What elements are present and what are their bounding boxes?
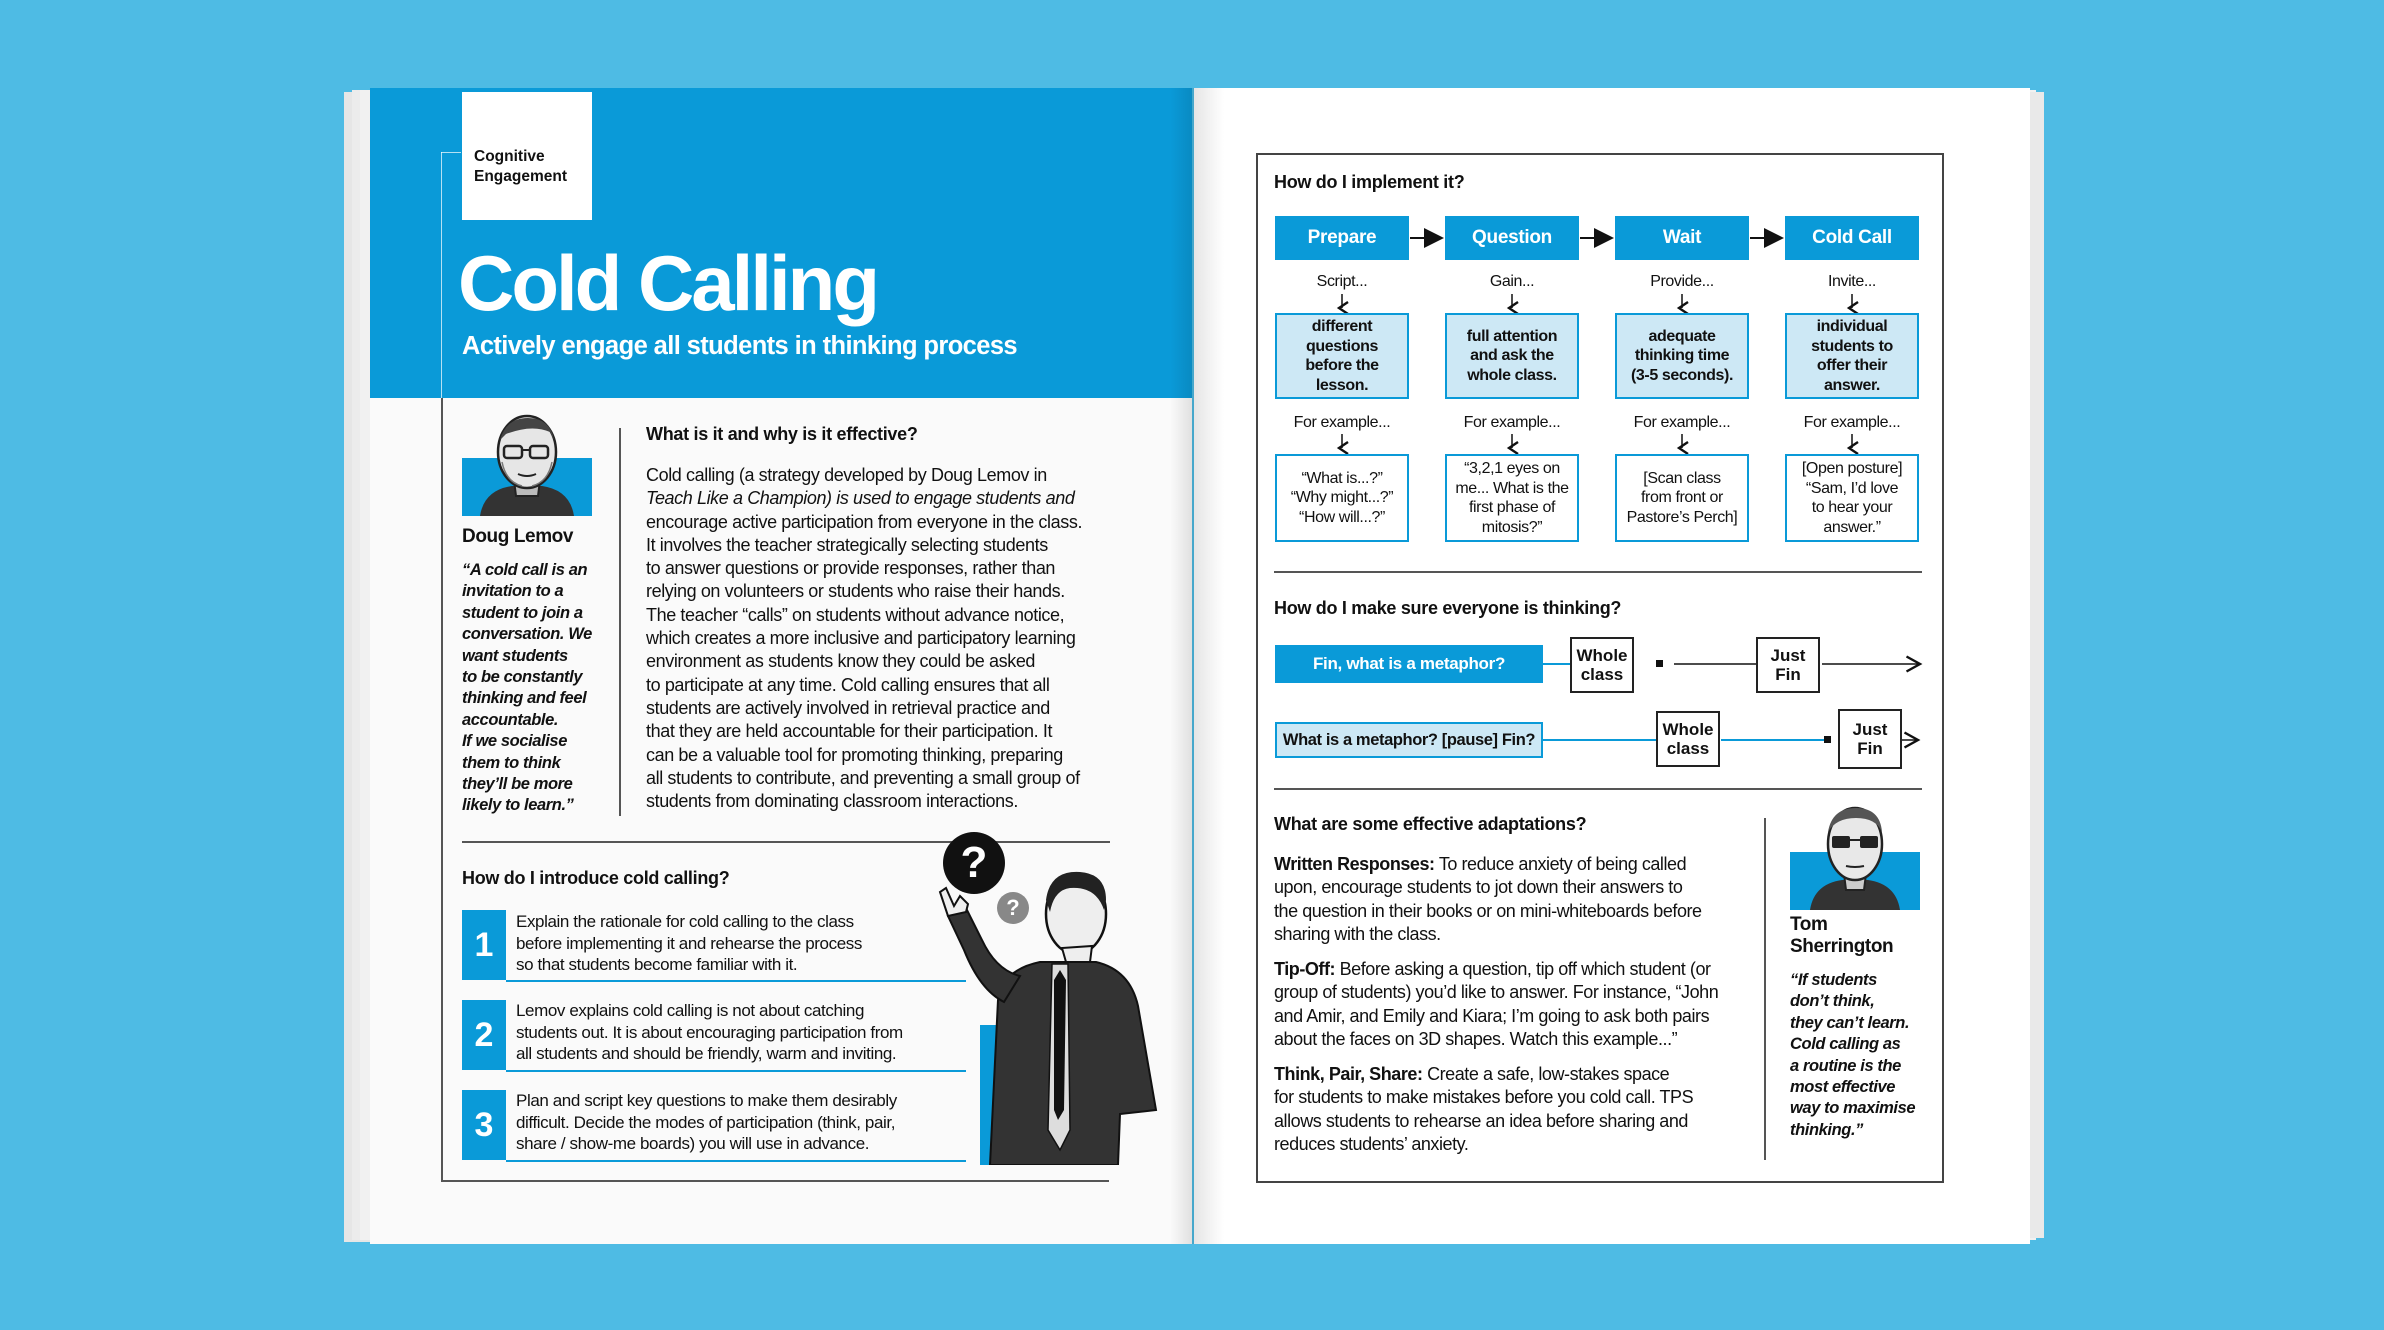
body-line: students are actively involved in retrieval practice and	[646, 697, 1050, 718]
example-line: to hear your	[1811, 499, 1893, 516]
step-line: so that students become familiar with it.	[516, 955, 798, 974]
quote-line: accountable.	[462, 710, 559, 729]
step-line: Explain the rationale for cold calling to the class	[516, 912, 854, 931]
step-2-number: 2	[462, 1000, 506, 1070]
example-line: answer.”	[1823, 518, 1881, 536]
adaptation-tip-off	[1274, 958, 1718, 1051]
body-line: The teacher “calls” on students without advance notice,	[646, 604, 1065, 625]
adaptation-line: and Amir, and Emily and Kiara; I’m going to ask both pairs	[1274, 1005, 1710, 1026]
example-line: me... What is the	[1455, 479, 1569, 497]
example-line: “Sam, I’d love	[1805, 479, 1899, 497]
box-line: Just	[1770, 646, 1806, 665]
step-line: Lemov explains cold calling is not about catching	[516, 1001, 865, 1020]
question-bubble-small	[997, 892, 1029, 924]
adaptation-think-pair-share	[1274, 1063, 1693, 1156]
detail-line: individual	[1816, 318, 1888, 335]
flow-head-prepare: Prepare	[1275, 216, 1409, 260]
quote-line: Cold calling as	[1790, 1035, 1901, 1054]
step-line: all students and should be friendly, warm and inviting.	[516, 1044, 897, 1063]
box-line: Just	[1852, 720, 1888, 739]
adaptation-term: Written Responses:	[1274, 854, 1435, 874]
flow-label-1: Script...	[1316, 273, 1368, 290]
step-3-number: 3	[462, 1090, 506, 1160]
question-mark-icon: ?	[960, 838, 988, 887]
body-line: to participate at any time. Cold calling ensures that all	[646, 674, 1050, 695]
flow-label-2: For example...	[1293, 414, 1391, 431]
body-line: relying on volunteers or students who raise their hands.	[646, 581, 1065, 602]
detail-line: questions	[1306, 337, 1378, 355]
step-line: difficult. Decide the modes of participation (think, pair,	[516, 1112, 896, 1132]
example-line: from front or	[1641, 489, 1723, 507]
adaptation-line: about the faces on 3D shapes. Watch this example...”	[1274, 1028, 1678, 1049]
category-tag	[462, 92, 592, 220]
flow-label-1: Provide...	[1650, 273, 1714, 290]
page-subtitle: Actively engage all students in thinking process	[462, 332, 1018, 360]
adaptation-term: Think, Pair, Share:	[1274, 1064, 1423, 1084]
tom-sherrington-name-1: Tom	[1790, 914, 1828, 935]
quote-line: “A cold call is an	[462, 561, 588, 579]
body-line: Teach Like a Champion) is used to engage students and	[646, 488, 1075, 509]
quote-line: thinking.”	[1790, 1120, 1863, 1139]
flow-example-question	[1445, 454, 1579, 542]
example-line: [Open posture]	[1801, 460, 1903, 477]
body-line: to answer questions or provide responses, rather than	[646, 558, 1056, 579]
page-title: Cold Calling	[458, 239, 877, 327]
adaptation-term: Tip-Off:	[1274, 959, 1336, 979]
quote-line: If we socialise	[462, 732, 567, 751]
body-line: which creates a more inclusive and participatory learning	[646, 628, 1076, 649]
detail-line: lesson.	[1315, 376, 1369, 394]
row1-question-text: Fin, what is a metaphor?	[1312, 654, 1506, 673]
flow-example-wait	[1615, 454, 1749, 542]
flow-head-question: Question	[1445, 216, 1579, 260]
row2-question	[1275, 722, 1543, 758]
flow-label-1: Invite...	[1828, 273, 1876, 290]
detail-line: answer.	[1824, 376, 1880, 394]
example-line: “How will...?”	[1299, 508, 1385, 526]
detail-line: offer their	[1816, 357, 1888, 374]
doug-lemov-quote	[462, 560, 592, 817]
flow-label-1: Gain...	[1489, 273, 1535, 290]
example-line: mitosis?”	[1481, 518, 1543, 536]
doug-lemov-avatar	[462, 412, 592, 516]
quote-line: they can’t learn.	[1790, 1013, 1910, 1032]
what-body	[646, 464, 1082, 813]
flow-example-cold-call	[1785, 454, 1919, 542]
quote-line: conversation. We	[462, 625, 592, 644]
example-line: [Scan class	[1643, 469, 1721, 487]
quote-line: way to maximise	[1790, 1099, 1916, 1118]
question-mark-icon: ?	[1006, 895, 1020, 920]
box-line: class	[1666, 739, 1710, 758]
adaptation-line: reduces students’ anxiety.	[1274, 1133, 1469, 1154]
step-3-text	[516, 1090, 897, 1155]
adaptation-line: for students to make mistakes before you cold call. TPS	[1274, 1087, 1694, 1108]
quote-line: most effective	[1790, 1078, 1896, 1097]
box-line: Whole	[1662, 720, 1714, 739]
adapt-heading: What are some effective adaptations?	[1274, 814, 1587, 834]
quote-line: to be constantly	[462, 668, 583, 687]
tom-sherrington-avatar	[1790, 800, 1920, 910]
adaptation-line: Before asking a question, tip off which student (or	[1335, 959, 1711, 979]
box-line: Whole	[1576, 646, 1628, 665]
quote-line: them to think	[462, 753, 561, 772]
detail-line: whole class.	[1467, 366, 1557, 384]
adaptation-line: To reduce anxiety of being called	[1434, 854, 1687, 874]
step-1-text	[516, 911, 862, 976]
row2-just-fin	[1838, 709, 1902, 769]
row1-whole-class	[1570, 637, 1634, 693]
doug-lemov-name: Doug Lemov	[462, 526, 574, 547]
flow-label-2: For example...	[1463, 414, 1561, 431]
detail-line: different	[1311, 318, 1373, 335]
flow-label-2: For example...	[1633, 414, 1731, 431]
body-line: all students to contribute, and preventing a small group of	[646, 767, 1080, 788]
body-line: environment as students know they could be asked	[646, 651, 1036, 672]
body-line: Cold calling (a strategy developed by Doug Lemov in	[646, 465, 1047, 485]
example-line: “Why might...?”	[1290, 489, 1394, 507]
body-line: It involves the teacher strategically selecting students	[646, 534, 1048, 555]
category-tag-line-2: Engagement	[474, 168, 568, 185]
body-line: encourage active participation from everyone in the class.	[646, 511, 1083, 532]
quote-line: want students	[462, 646, 568, 665]
adaptation-line: Create a safe, low-stakes space	[1422, 1064, 1670, 1084]
adaptation-line: the question in their books or on mini-whiteboards before	[1274, 900, 1702, 921]
example-line: “What is...?”	[1301, 469, 1383, 487]
flow-detail-prepare	[1275, 313, 1409, 399]
step-2-text	[516, 1000, 903, 1065]
step-1-number: 1	[462, 910, 506, 980]
box-line: Fin	[1775, 665, 1801, 684]
adaptation-line: group of students) you’d like to answer. For instance, “John	[1274, 982, 1719, 1003]
flow-detail-cold-call	[1785, 313, 1919, 399]
box-line: class	[1580, 665, 1624, 684]
row2-question-text: What is a metaphor? [pause] Fin?	[1282, 730, 1536, 749]
quote-line: likely to learn.”	[462, 796, 574, 815]
step-line: Plan and script key questions to make them desirably	[516, 1091, 897, 1110]
step-line: students out. It is about encouraging participation from	[516, 1022, 903, 1042]
adaptation-line: upon, encourage students to jot down their answers to	[1274, 877, 1683, 898]
example-line: first phase of	[1468, 499, 1555, 516]
category-tag-line-1: Cognitive	[474, 148, 545, 165]
adaptation-written-responses	[1274, 853, 1702, 946]
detail-line: and ask the	[1470, 347, 1554, 365]
quote-line: student to join a	[462, 603, 583, 622]
body-line: that they are held accountable for their participation. It	[646, 721, 1053, 742]
detail-line: (3-5 seconds).	[1631, 366, 1733, 384]
row1-just-fin	[1756, 637, 1820, 693]
tom-sherrington-quote	[1790, 970, 1915, 1141]
detail-line: before the	[1305, 357, 1379, 374]
tom-sherrington-name-2: Sherrington	[1790, 936, 1894, 957]
adaptation-line: allows students to rehearse an idea before sharing and	[1274, 1110, 1688, 1131]
flow-head-cold-call: Cold Call	[1785, 216, 1919, 260]
detail-line: students to	[1811, 337, 1893, 355]
introduce-heading: How do I introduce cold calling?	[462, 868, 730, 888]
step-line: before implementing it and rehearse the process	[516, 933, 862, 953]
flow-detail-question	[1445, 313, 1579, 399]
quote-line: thinking and feel	[462, 689, 587, 708]
body-line: can be a valuable tool for promoting thinking, preparing	[646, 744, 1063, 765]
step-line: share / show-me boards) you will use in advance.	[516, 1134, 870, 1153]
adaptation-line: sharing with the class.	[1274, 923, 1441, 944]
quote-line: invitation to a	[462, 582, 564, 601]
flow-label-2: For example...	[1803, 414, 1901, 431]
flow-example-prepare	[1275, 454, 1409, 542]
flow-head-wait: Wait	[1615, 216, 1749, 260]
body-line: students from dominating classroom interactions.	[646, 791, 1018, 812]
thinking-heading: How do I make sure everyone is thinking?	[1274, 598, 1622, 618]
quote-line: a routine is the	[1790, 1056, 1901, 1075]
quote-line: don’t think,	[1790, 992, 1875, 1011]
implement-heading: How do I implement it?	[1274, 172, 1465, 192]
quote-line: “If students	[1790, 971, 1877, 989]
box-line: Fin	[1857, 739, 1883, 758]
detail-line: thinking time	[1634, 347, 1730, 365]
row2-whole-class	[1656, 711, 1720, 767]
example-line: “3,2,1 eyes on	[1464, 460, 1560, 477]
detail-line: adequate	[1648, 327, 1716, 345]
what-heading: What is it and why is it effective?	[646, 424, 918, 444]
example-line: Pastore’s Perch]	[1626, 508, 1738, 526]
question-bubble-large	[943, 832, 1005, 894]
flow-detail-wait	[1615, 313, 1749, 399]
quote-line: they’ll be more	[462, 775, 573, 794]
row1-question	[1275, 645, 1543, 683]
detail-line: full attention	[1466, 327, 1558, 345]
